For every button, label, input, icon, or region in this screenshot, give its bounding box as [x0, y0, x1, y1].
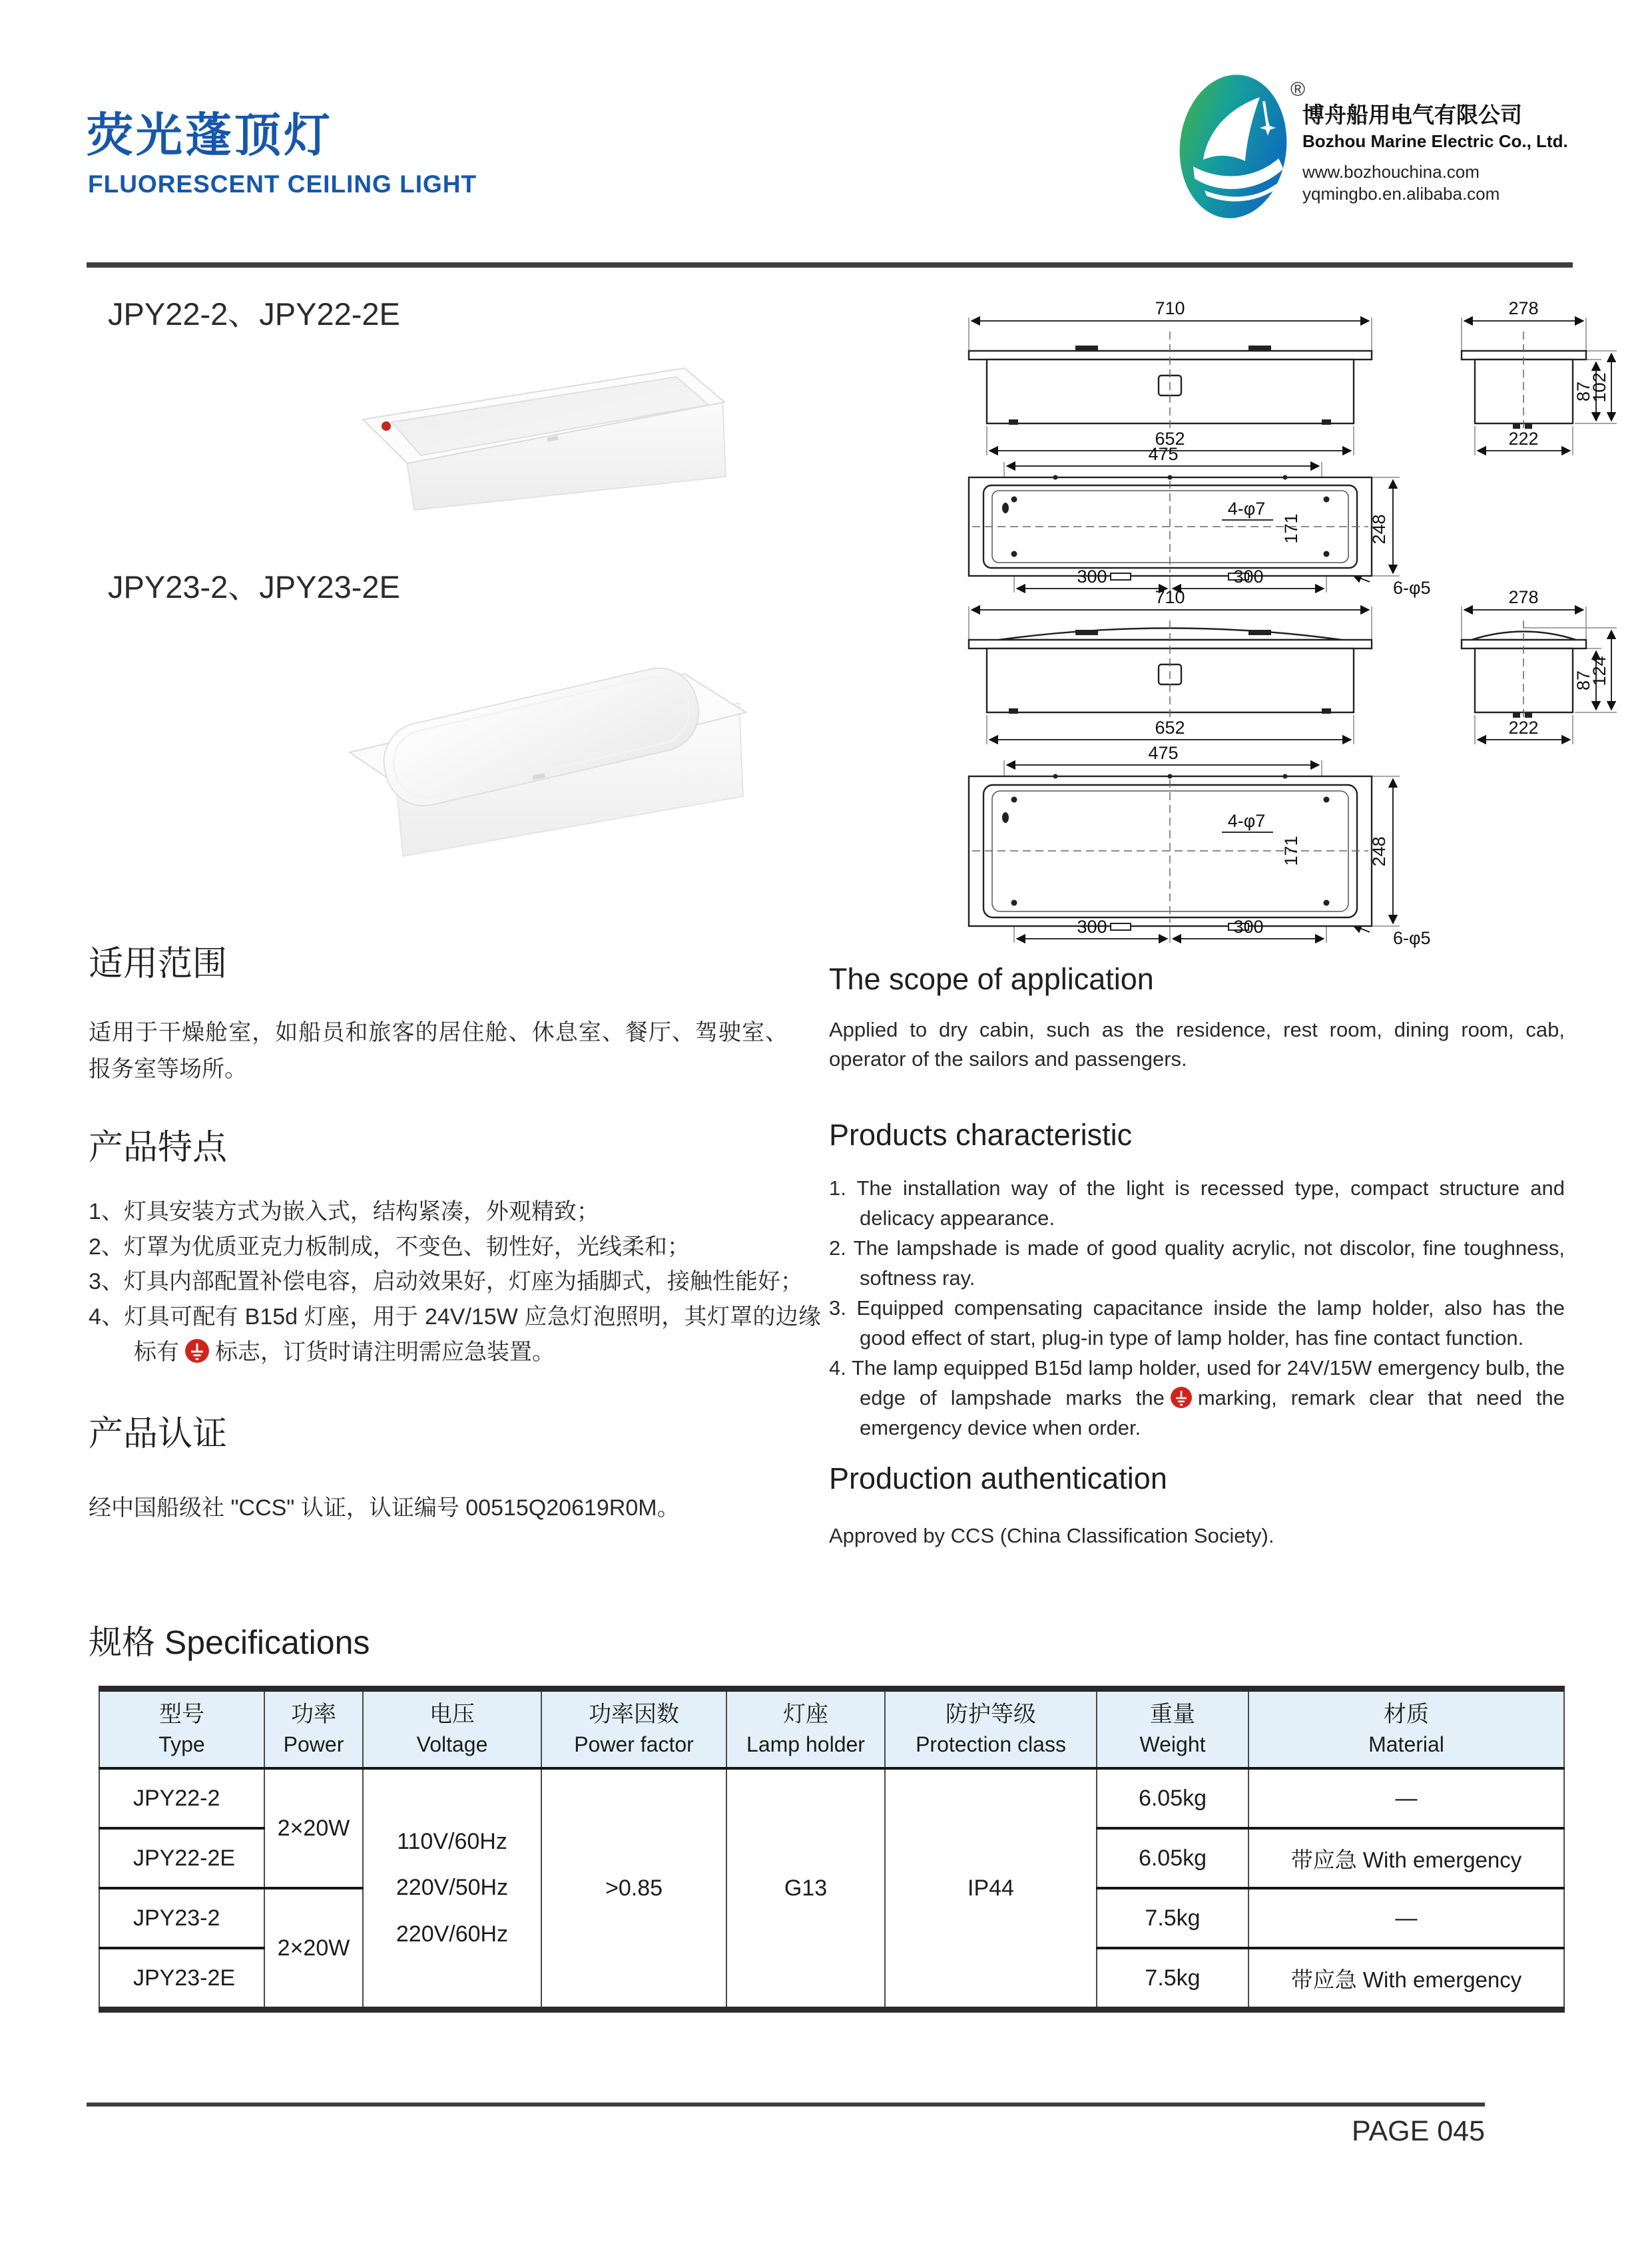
cell-weight: 6.05kg	[1097, 1768, 1248, 1828]
feature-item	[89, 1264, 821, 1300]
item-number: 3、	[89, 1269, 124, 1295]
company-name-en: Bozhou Marine Electric Co., Ltd.	[1302, 131, 1568, 151]
cell-power-group1: 2×20W	[264, 1768, 363, 1888]
cell-power-group2: 2×20W	[264, 1888, 363, 2010]
cell-type: JPY22-2E	[99, 1828, 264, 1888]
dim-label: 6-φ5	[1393, 928, 1431, 948]
col-header-lamp-holder: 灯座 Lamp holder	[726, 1689, 885, 1769]
cert-heading-cn: 产品认证	[89, 1415, 228, 1453]
spec-table	[99, 1686, 1565, 2013]
item-number: 4.	[829, 1356, 846, 1379]
dim-label: 222	[1508, 429, 1539, 449]
emergency-ground-icon	[1170, 1386, 1193, 1409]
feature-item	[89, 1230, 821, 1265]
item-number: 1、	[89, 1199, 124, 1224]
dim-label: 4-φ7	[1227, 499, 1266, 519]
scope-heading-en: The scope of application	[829, 962, 1154, 996]
features-heading-cn: 产品特点	[89, 1128, 228, 1167]
dim-label: 278	[1508, 587, 1539, 607]
feature-item	[829, 1294, 1565, 1354]
col-header-weight: 重量 Weight	[1097, 1689, 1248, 1769]
item-text: 灯具内部配置补偿电容，启动效果好，灯座为插脚式，接触性能好；	[123, 1269, 803, 1295]
dim-label: 171	[1281, 513, 1301, 544]
col-header-power: 功率 Power	[264, 1689, 363, 1769]
technical-drawing-jpy23	[946, 577, 1618, 949]
item-text: The installation way of the light is recessed type, compact structure and delicacy appearance.	[856, 1176, 1565, 1230]
cell-power-factor: >0.85	[541, 1768, 726, 2010]
technical-drawing-jpy22	[946, 288, 1618, 601]
item-text: The lamp equipped B15d lamp holder, used for 24V/15W emergency bulb, the edge of lampshade marks the	[852, 1356, 1565, 1409]
item-number: 1.	[829, 1176, 846, 1200]
section-features-cn	[89, 1130, 821, 1370]
dim-label: 124	[1589, 656, 1609, 686]
section-features-en	[829, 1120, 1565, 1443]
dim-label: 6-φ5	[1393, 578, 1431, 598]
dim-label: 248	[1369, 836, 1389, 867]
col-header-protection: 防护等级 Protection class	[885, 1689, 1097, 1769]
product-model-jpy23: JPY23-2、JPY23-2E	[108, 569, 400, 605]
page-title: 荧光蓬顶灯	[87, 109, 333, 161]
feature-item	[89, 1194, 821, 1230]
feature-item	[89, 1300, 821, 1370]
item-number: 4、	[89, 1304, 125, 1330]
feature-item	[829, 1174, 1565, 1234]
features-heading-en: Products characteristic	[829, 1118, 1133, 1152]
sail-logo-icon	[1167, 67, 1300, 226]
cell-weight: 7.5kg	[1097, 1948, 1248, 2010]
cell-lamp-holder: G13	[726, 1768, 885, 2010]
emergency-dot	[382, 421, 391, 431]
product-model-jpy22: JPY22-2、JPY22-2E	[108, 296, 400, 332]
header-divider	[87, 262, 1573, 268]
cell-voltage: 110V/60Hz 220V/50Hz 220V/60Hz	[363, 1768, 541, 2010]
cell-type: JPY23-2E	[99, 1948, 264, 2010]
dim-label: 300	[1077, 917, 1107, 937]
section-cert-cn	[89, 1417, 821, 1527]
footer-divider	[87, 2103, 1485, 2107]
item-text: Equipped compensating capacitance inside the lamp holder, also has the good effect of start, plug-in type of lamp holder, has fine contact function.	[856, 1296, 1565, 1350]
dim-label: 222	[1508, 718, 1539, 738]
cell-type: JPY22-2	[99, 1768, 264, 1828]
spec-section-heading: 规格 Specifications	[89, 1624, 370, 1661]
section-scope-cn	[89, 947, 788, 1088]
item-text: 灯具可配有 B15d 灯座，用于 24V/15W 应急灯泡照明，其灯罩的边缘标有	[124, 1304, 821, 1365]
company-website: www.bozhouchina.com	[1302, 162, 1480, 182]
dim-label: 300	[1077, 567, 1107, 587]
item-number: 2.	[829, 1236, 846, 1260]
dim-label: 300	[1233, 567, 1264, 587]
item-text: 标志，订货时请注明需应急装置。	[215, 1339, 555, 1365]
cell-weight: 6.05kg	[1097, 1828, 1248, 1888]
feature-item	[829, 1234, 1565, 1294]
table-row	[99, 1768, 1564, 1828]
dim-label: 652	[1155, 429, 1185, 449]
col-header-type: 型号 Type	[99, 1689, 264, 1769]
cell-protection: IP44	[885, 1768, 1097, 2010]
dim-label: 102	[1589, 372, 1609, 403]
features-list-en	[829, 1174, 1565, 1443]
registered-mark: ®	[1290, 79, 1306, 101]
company-block	[1302, 104, 1582, 202]
item-number: 3.	[829, 1296, 846, 1320]
page-number: PAGE 045	[1352, 2115, 1485, 2147]
scope-body-cn: 适用于干燥舱室，如船员和旅客的居住舱、休息室、餐厅、驾驶室、报务室等场所。	[89, 1020, 788, 1083]
item-text: marking, remark clear that need the emergency device when order.	[860, 1385, 1565, 1439]
scope-body-en: Applied to dry cabin, such as the residence, rest room, dining room, cab, operator of the sailors and passengers.	[829, 1018, 1565, 1071]
scope-heading-cn: 适用范围	[89, 945, 228, 983]
item-text: 灯具安装方式为嵌入式，结构紧凑，外观精致；	[123, 1199, 599, 1224]
dim-label: 171	[1281, 836, 1301, 866]
spec-header-row	[99, 1689, 1564, 1769]
product-photo-jpy23	[313, 631, 779, 861]
dim-label: 710	[1155, 298, 1185, 318]
item-text: The lampshade is made of good quality acrylic, not discolor, fine toughness, softness ray.	[853, 1236, 1565, 1290]
product-photo-jpy22	[353, 358, 739, 511]
dim-label: 248	[1369, 514, 1389, 545]
dim-label: 475	[1148, 444, 1179, 464]
features-list-cn	[89, 1194, 821, 1370]
section-scope-en	[829, 964, 1565, 1074]
company-website-alibaba: yqmingbo.en.alibaba.com	[1302, 184, 1500, 204]
section-cert-en	[829, 1463, 1565, 1551]
dim-label: 87	[1573, 381, 1593, 402]
cell-weight: 7.5kg	[1097, 1888, 1248, 1948]
dim-label: 475	[1148, 743, 1179, 763]
cell-material: —	[1248, 1888, 1564, 1948]
cell-material: 带应急 With emergency	[1248, 1948, 1564, 2010]
col-header-power-factor: 功率因数 Power factor	[541, 1689, 726, 1769]
page-subtitle: FLUORESCENT CEILING LIGHT	[88, 170, 477, 198]
dim-label: 300	[1233, 917, 1264, 937]
cell-type: JPY23-2	[99, 1888, 264, 1948]
dim-label: 4-φ7	[1227, 811, 1266, 831]
emergency-ground-icon	[184, 1338, 210, 1364]
col-header-voltage: 电压 Voltage	[363, 1689, 541, 1769]
col-header-material: 材质 Material	[1248, 1689, 1564, 1769]
item-number: 2、	[89, 1234, 124, 1260]
dim-label: 652	[1155, 718, 1185, 738]
dim-label: 87	[1573, 670, 1593, 691]
dim-label: 278	[1508, 298, 1539, 318]
cell-material: 带应急 With emergency	[1248, 1828, 1564, 1888]
dim-label: 710	[1155, 587, 1185, 607]
cell-material: —	[1248, 1768, 1564, 1828]
cert-heading-en: Production authentication	[829, 1461, 1167, 1495]
cert-body-en: Approved by CCS (China Classification Society).	[829, 1524, 1274, 1547]
item-text: 灯罩为优质亚克力板制成，不变色、韧性好，光线柔和；	[123, 1234, 690, 1260]
cert-body-cn: 经中国船级社 "CCS" 认证，认证编号 00515Q20619R0M。	[89, 1495, 680, 1521]
feature-item	[829, 1354, 1565, 1443]
company-name-cn: 博舟船用电气有限公司	[1302, 103, 1522, 127]
